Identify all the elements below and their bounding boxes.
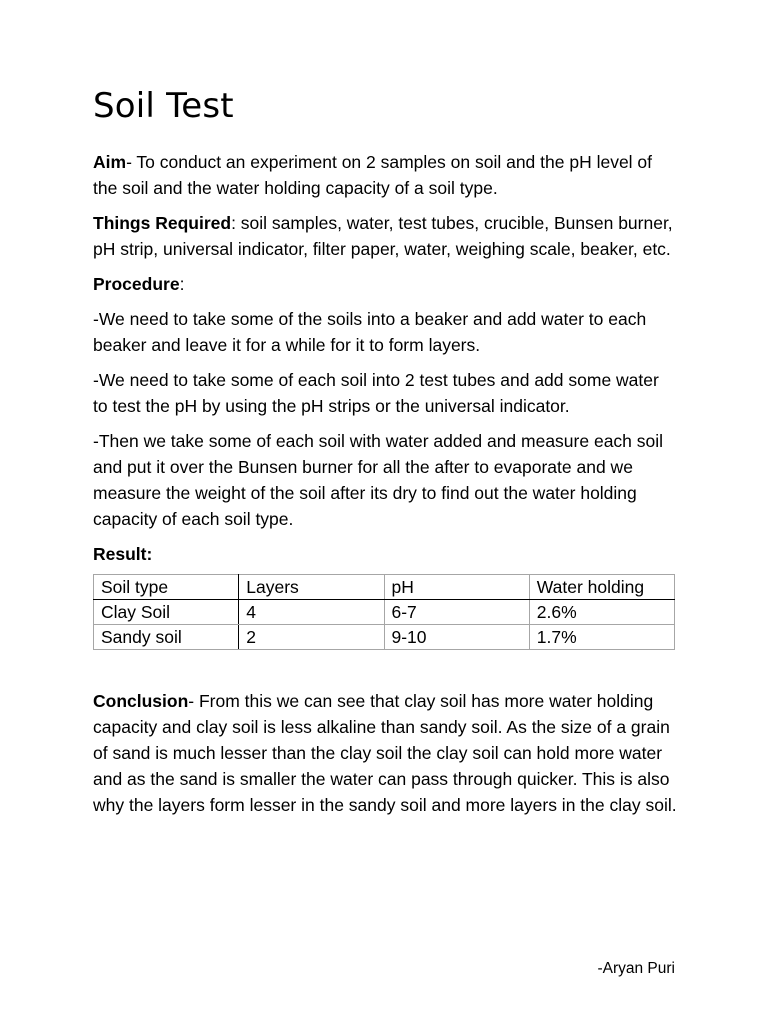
table-header-cell: Soil type <box>94 575 239 600</box>
aim-paragraph <box>93 149 678 201</box>
procedure-label: Procedure <box>93 274 180 294</box>
table-cell: 6-7 <box>384 600 529 625</box>
table-cell: 1.7% <box>529 625 674 650</box>
procedure-step: -We need to take some of the soils into a beaker and add water to each beaker and leave it for a while for it to form layers. <box>93 309 647 355</box>
things-required-label: Things Required <box>93 213 232 233</box>
conclusion-paragraph <box>93 688 678 818</box>
table-cell: 9-10 <box>384 625 529 650</box>
result-heading <box>93 541 678 567</box>
table-header-cell: Layers <box>239 575 384 600</box>
table-row <box>94 600 675 625</box>
document-title: Soil Test <box>93 86 234 126</box>
conclusion-label: Conclusion <box>93 691 189 711</box>
aim-text: - To conduct an experiment on 2 samples on soil and the pH level of the soil and the water holding capacity of a soil type. <box>93 152 653 198</box>
table-cell: 2 <box>239 625 384 650</box>
table-row <box>94 625 675 650</box>
aim-label: Aim <box>93 152 127 172</box>
table-cell: Sandy soil <box>94 625 239 650</box>
results-table <box>93 574 675 650</box>
author-signature: -Aryan Puri <box>597 960 675 977</box>
procedure-colon: : <box>179 274 185 294</box>
table-cell: Clay Soil <box>94 600 239 625</box>
table-cell: 2.6% <box>529 600 674 625</box>
table-header-cell: pH <box>384 575 529 600</box>
procedure-step: -Then we take some of each soil with water added and measure each soil and put it over the Bunsen burner for all the after to evaporate and we measure the weight of the soil after its dry to find out the water holding capacity of each soil type. <box>93 431 664 529</box>
things-required-text: : soil samples, water, test tubes, crucible, Bunsen burner, pH strip, universal indicator, filter paper, water, weighing scale, beaker, etc. <box>93 213 673 259</box>
result-label: Result: <box>93 544 153 564</box>
procedure-step: -We need to take some of each soil into 2 test tubes and add some water to test the pH by using the pH strips or the universal indicator. <box>93 370 659 416</box>
document-page <box>93 82 678 827</box>
table-header-cell: Water holding <box>529 575 674 600</box>
procedure-heading <box>93 271 678 297</box>
table-header-row <box>94 575 675 600</box>
table-cell: 4 <box>239 600 384 625</box>
things-required-paragraph <box>93 210 678 262</box>
conclusion-text: - From this we can see that clay soil has more water holding capacity and clay soil is less alkaline than sandy soil. As the size of a grain of sand is much lesser than the clay soil the clay soil can hold more water and as the sand is smaller the water can pass through quicker. This is also why the layers form lesser in the sandy soil and more layers in the clay soil. <box>93 691 677 815</box>
